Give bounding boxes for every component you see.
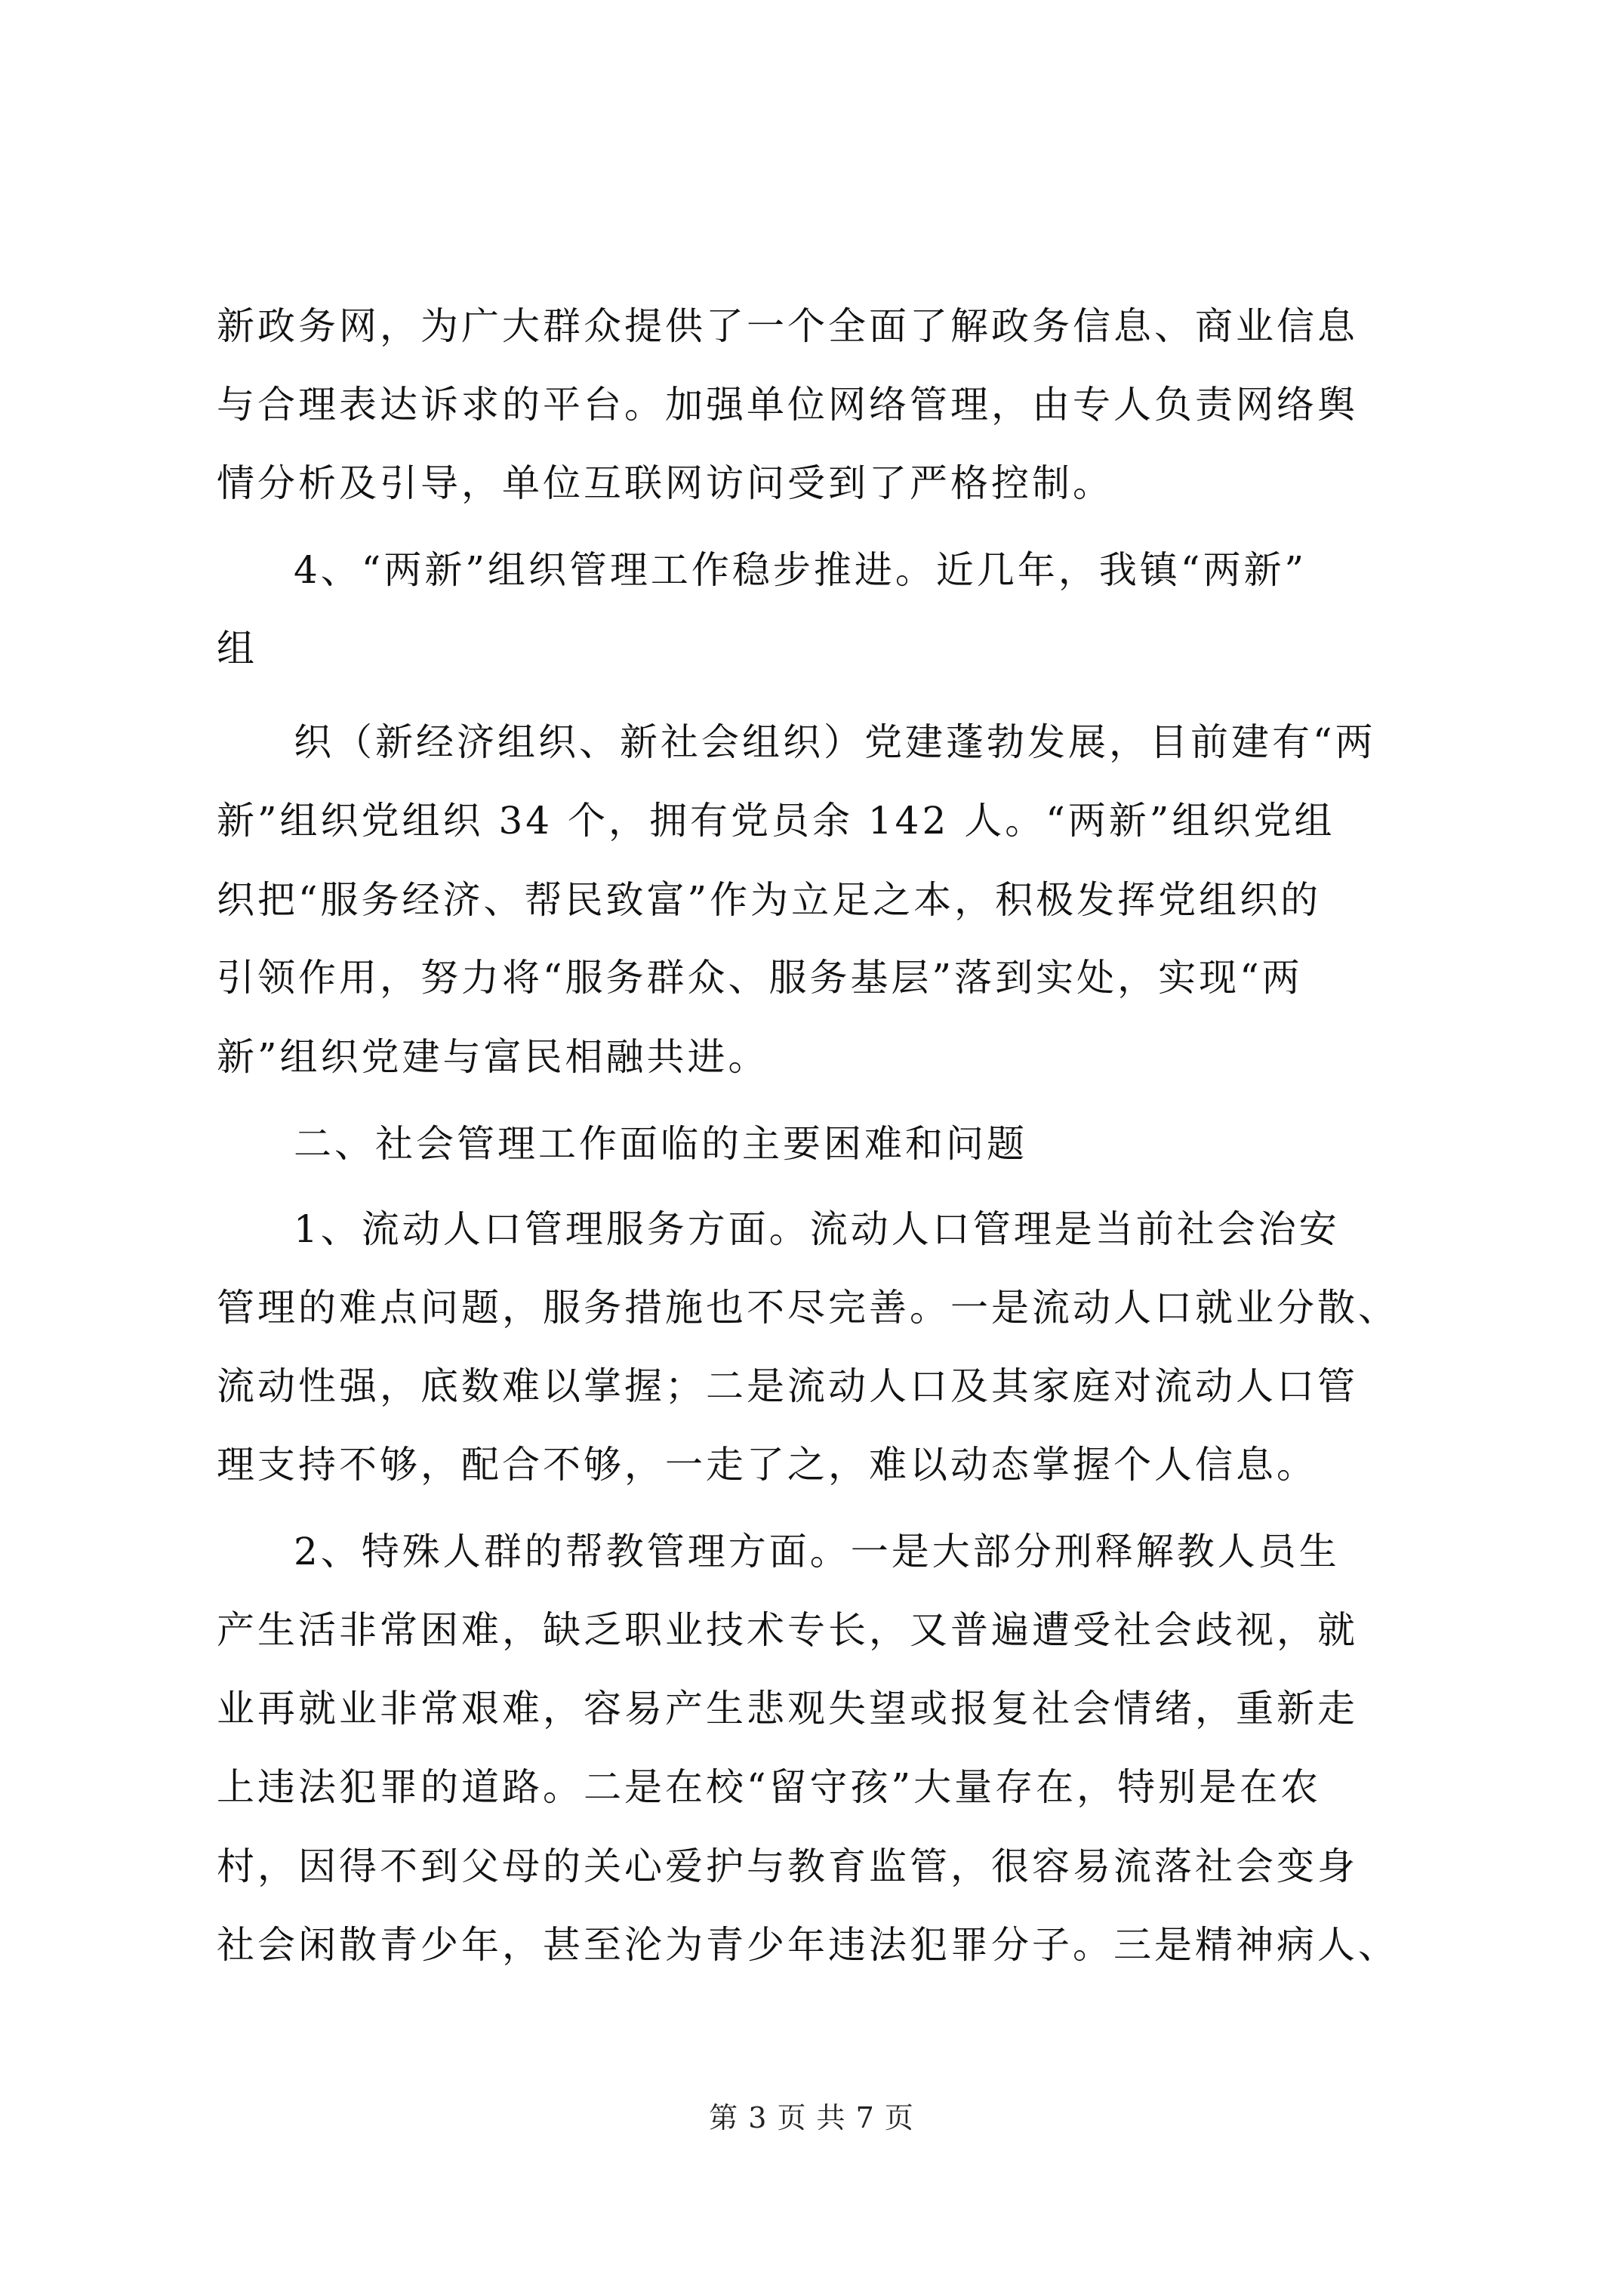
text-line-18: 业再就业非常艰难，容易产生悲观失望或报复社会情绪，重新走: [217, 1687, 1358, 1730]
text-line-17: 产生活非常困难，缺乏职业技术专长，又普遍遭受社会歧视，就: [217, 1608, 1358, 1652]
text-line-3: 情分析及引导，单位互联网访问受到了严格控制。: [217, 461, 1113, 505]
text-line-15: 理支持不够，配合不够，一走了之，难以动态掌握个人信息。: [217, 1443, 1317, 1487]
text-line-2: 与合理表达诉求的平台。加强单位网络管理，由专人负责网络舆: [217, 383, 1358, 427]
section-heading: 二、社会管理工作面临的主要困难和问题: [294, 1122, 1027, 1166]
text-line-10: 新”组织党建与富民相融共进。: [217, 1035, 769, 1079]
text-line-19: 上违法犯罪的道路。二是在校“留守孩”大量存在，特别是在农: [217, 1765, 1322, 1809]
text-line-4: 4、“两新”组织管理工作稳步推进。近几年，我镇“两新”: [294, 548, 1307, 592]
text-line-8: 织把“服务经济、帮民致富”作为立足之本，积极发挥党组织的: [217, 878, 1322, 922]
text-line-12: 1、流动人口管理服务方面。流动人口管理是当前社会治安: [294, 1207, 1340, 1251]
text-line-16: 2、特殊人群的帮教管理方面。一是大部分刑释解教人员生: [294, 1530, 1340, 1573]
page-number-footer: 第 3 页 共 7 页: [709, 2101, 914, 2134]
text-line-1: 新政务网，为广大群众提供了一个全面了解政务信息、商业信息: [217, 304, 1358, 348]
text-line-7: 新”组织党组织 34 个，拥有党员余 142 人。“两新”组织党组: [217, 799, 1335, 843]
text-line-14: 流动性强，底数难以掌握；二是流动人口及其家庭对流动人口管: [217, 1364, 1358, 1408]
text-line-9: 引领作用，努力将“服务群众、服务基层”落到实处，实现“两: [217, 956, 1303, 1000]
text-line-21: 社会闲散青少年，甚至沦为青少年违法犯罪分子。三是精神病人、: [217, 1923, 1399, 1967]
text-line-6: 织（新经济组织、新社会组织）党建蓬勃发展，目前建有“两: [294, 720, 1376, 764]
text-line-20: 村，因得不到父母的关心爱护与教育监管，很容易流落社会变身: [217, 1845, 1358, 1888]
text-line-13: 管理的难点问题，服务措施也不尽完善。一是流动人口就业分散、: [217, 1286, 1399, 1330]
text-line-5: 组: [217, 627, 257, 670]
